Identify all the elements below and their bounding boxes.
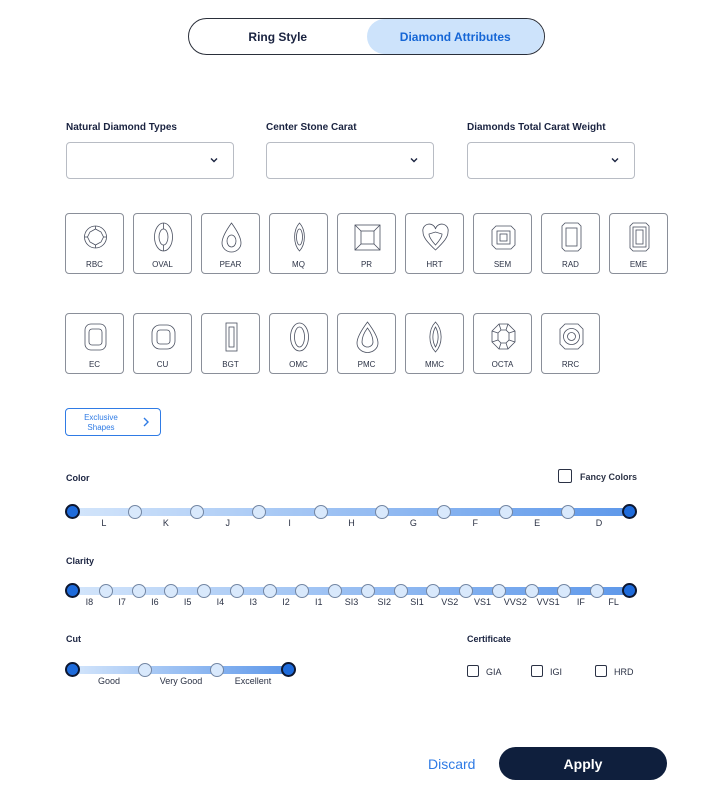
mq-diamond-icon — [284, 219, 315, 255]
shape-tile-sem[interactable] — [473, 213, 532, 274]
clarity-slider-stop[interactable] — [263, 584, 277, 598]
chevron-down-icon — [409, 155, 419, 165]
certificate-option-label: GIA — [486, 667, 502, 677]
oval-diamond-icon — [148, 219, 179, 255]
pear-diamond-icon — [216, 219, 247, 255]
shape-tile-cu[interactable] — [133, 313, 192, 374]
clarity-grade-label: I5 — [183, 597, 192, 607]
exclusive-shapes-button[interactable] — [65, 408, 161, 436]
shape-tile-oval[interactable] — [133, 213, 192, 274]
clarity-grade-label: I6 — [151, 597, 159, 607]
clarity-slider-stop[interactable] — [164, 584, 178, 598]
shape-label: EC — [88, 360, 101, 369]
center-stone-carat-label: Center Stone Carat — [266, 122, 357, 133]
shape-label: RBC — [86, 260, 103, 269]
clarity-grade-label: VS2 — [441, 597, 459, 607]
clarity-grade-label: FL — [608, 597, 619, 607]
total-carat-weight-select[interactable] — [467, 142, 635, 179]
shape-label: OVAL — [152, 260, 173, 269]
cut-slider-stop[interactable] — [138, 663, 152, 677]
certificate-igi-checkbox[interactable] — [531, 665, 543, 677]
cut-grade-label: Very Good — [159, 676, 203, 686]
shape-tile-octa[interactable] — [473, 313, 532, 374]
shape-label: MQ — [292, 260, 305, 269]
shape-label: CU — [156, 360, 169, 369]
clarity-slider-stop[interactable] — [492, 584, 506, 598]
cut-label: Cut — [66, 634, 81, 644]
clarity-slider-stop[interactable] — [394, 584, 408, 598]
cut-slider-track[interactable] — [73, 666, 289, 674]
clarity-slider-stop[interactable] — [230, 584, 244, 598]
shape-label: EME — [629, 260, 648, 269]
clarity-grade-label: I2 — [282, 597, 290, 607]
color-max-handle[interactable] — [622, 504, 637, 519]
omc-diamond-icon — [284, 319, 315, 355]
cu-diamond-icon — [148, 319, 179, 355]
natural-diamond-types-label: Natural Diamond Types — [66, 122, 177, 133]
clarity-slider-stop[interactable] — [426, 584, 440, 598]
clarity-slider-stop[interactable] — [295, 584, 309, 598]
shape-label: MMC — [424, 360, 445, 369]
cut-max-handle[interactable] — [281, 662, 296, 677]
shape-tile-ec[interactable] — [65, 313, 124, 374]
clarity-slider-stop[interactable] — [525, 584, 539, 598]
shape-label: RAD — [562, 260, 579, 269]
shape-tile-eme[interactable] — [609, 213, 668, 274]
color-slider-stop[interactable] — [499, 505, 513, 519]
rrc-diamond-icon — [556, 319, 587, 355]
total-carat-weight-label: Diamonds Total Carat Weight — [467, 122, 606, 133]
clarity-slider-stop[interactable] — [459, 584, 473, 598]
shape-label: SEM — [493, 260, 512, 269]
clarity-slider-stop[interactable] — [132, 584, 146, 598]
fancy-colors-checkbox[interactable] — [558, 469, 572, 483]
ec-diamond-icon — [80, 319, 111, 355]
shape-tile-hrt[interactable] — [405, 213, 464, 274]
certificate-label: Certificate — [467, 634, 512, 644]
color-grade-label: H — [348, 518, 355, 528]
color-slider-stop[interactable] — [561, 505, 575, 519]
certificate-hrd-checkbox[interactable] — [595, 665, 607, 677]
shape-label: HRT — [426, 260, 443, 269]
clarity-slider-stop[interactable] — [99, 584, 113, 598]
color-grade-label: K — [162, 518, 169, 528]
color-grade-label: G — [409, 518, 417, 528]
clarity-grade-label: I4 — [216, 597, 225, 607]
chevron-down-icon — [610, 155, 620, 165]
shape-tile-rrc[interactable] — [541, 313, 600, 374]
clarity-grade-label: IF — [576, 597, 585, 607]
color-slider-stop[interactable] — [128, 505, 142, 519]
clarity-grade-label: SI1 — [410, 597, 424, 607]
mmc-diamond-icon — [420, 319, 451, 355]
hrt-diamond-icon — [420, 219, 451, 255]
clarity-grade-label: I3 — [249, 597, 257, 607]
shape-tile-mmc[interactable] — [405, 313, 464, 374]
shape-tile-pear[interactable] — [201, 213, 260, 274]
rbc-diamond-icon — [80, 219, 111, 255]
pmc-diamond-icon — [352, 319, 383, 355]
shape-tile-mq[interactable] — [269, 213, 328, 274]
color-grade-label: L — [101, 518, 107, 528]
shape-tile-rbc[interactable] — [65, 213, 124, 274]
shape-tile-pmc[interactable] — [337, 313, 396, 374]
shape-tile-bgt[interactable] — [201, 313, 260, 374]
cut-slider-stop[interactable] — [210, 663, 224, 677]
natural-diamond-types-select[interactable] — [66, 142, 234, 179]
shape-label: RRC — [561, 360, 580, 369]
color-slider-stop[interactable] — [190, 505, 204, 519]
clarity-grade-label: I1 — [314, 597, 323, 607]
clarity-slider-stop[interactable] — [361, 584, 375, 598]
shape-label: OMC — [289, 360, 308, 369]
clarity-label: Clarity — [66, 556, 95, 566]
cut-min-handle[interactable] — [65, 662, 80, 677]
tab-diamond-attributes[interactable]: Diamond Attributes — [367, 19, 545, 54]
cut-grade-label: Good — [97, 676, 121, 686]
clarity-grade-label: SI3 — [344, 597, 359, 607]
clarity-grade-label: VVS2 — [503, 597, 527, 607]
chevron-right-icon — [142, 417, 150, 427]
color-slider-stop[interactable] — [375, 505, 389, 519]
color-min-handle[interactable] — [65, 504, 80, 519]
tab-ring-style[interactable]: Ring Style — [248, 29, 308, 44]
color-slider-track[interactable] — [73, 508, 630, 516]
octa-diamond-icon — [488, 319, 519, 355]
certificate-option-label: HRD — [614, 667, 634, 677]
color-slider-stop[interactable] — [314, 505, 328, 519]
attribute-tabs — [188, 18, 545, 55]
clarity-grade-label: I8 — [85, 597, 94, 607]
clarity-grade-label: VS1 — [474, 597, 492, 607]
pr-diamond-icon — [352, 219, 383, 255]
color-slider-stop[interactable] — [252, 505, 266, 519]
bgt-diamond-icon — [216, 319, 247, 355]
color-grade-label: I — [288, 518, 291, 528]
clarity-grade-label: VVS1 — [536, 597, 560, 607]
color-grade-label: F — [472, 518, 479, 528]
rad-diamond-icon — [556, 219, 587, 255]
clarity-slider-stop[interactable] — [328, 584, 342, 598]
discard-button[interactable]: Discard — [428, 756, 476, 772]
color-grade-label: E — [534, 518, 541, 528]
sem-diamond-icon — [488, 219, 519, 255]
color-grade-label: J — [225, 518, 230, 528]
shape-tile-pr[interactable] — [337, 213, 396, 274]
shape-label: OCTA — [491, 360, 514, 369]
clarity-slider-track[interactable] — [73, 587, 630, 595]
shape-label: PR — [360, 260, 373, 269]
color-grade-label: D — [595, 518, 603, 528]
apply-button[interactable]: Apply — [499, 747, 667, 780]
cut-grade-label: Excellent — [234, 676, 272, 686]
shape-tile-rad[interactable] — [541, 213, 600, 274]
center-stone-carat-select[interactable] — [266, 142, 434, 179]
clarity-slider-stop[interactable] — [197, 584, 211, 598]
clarity-min-handle[interactable] — [65, 583, 80, 598]
color-slider-stop[interactable] — [437, 505, 451, 519]
eme-diamond-icon — [624, 219, 655, 255]
clarity-max-handle[interactable] — [622, 583, 637, 598]
exclusive-shapes-label: Exclusive Shapes — [84, 413, 118, 432]
clarity-slider-stop[interactable] — [590, 584, 604, 598]
clarity-slider-stop[interactable] — [557, 584, 571, 598]
shape-tile-omc[interactable] — [269, 313, 328, 374]
certificate-option-label: IGI — [550, 667, 563, 677]
clarity-grade-label: I7 — [118, 597, 126, 607]
fancy-colors-label: Fancy Colors — [580, 472, 638, 482]
shape-label: BGT — [222, 360, 239, 369]
clarity-grade-label: SI2 — [377, 597, 392, 607]
color-label: Color — [66, 473, 90, 483]
certificate-gia-checkbox[interactable] — [467, 665, 479, 677]
shape-label: PEAR — [219, 260, 242, 269]
chevron-down-icon — [209, 155, 219, 165]
shape-label: PMC — [357, 360, 376, 369]
